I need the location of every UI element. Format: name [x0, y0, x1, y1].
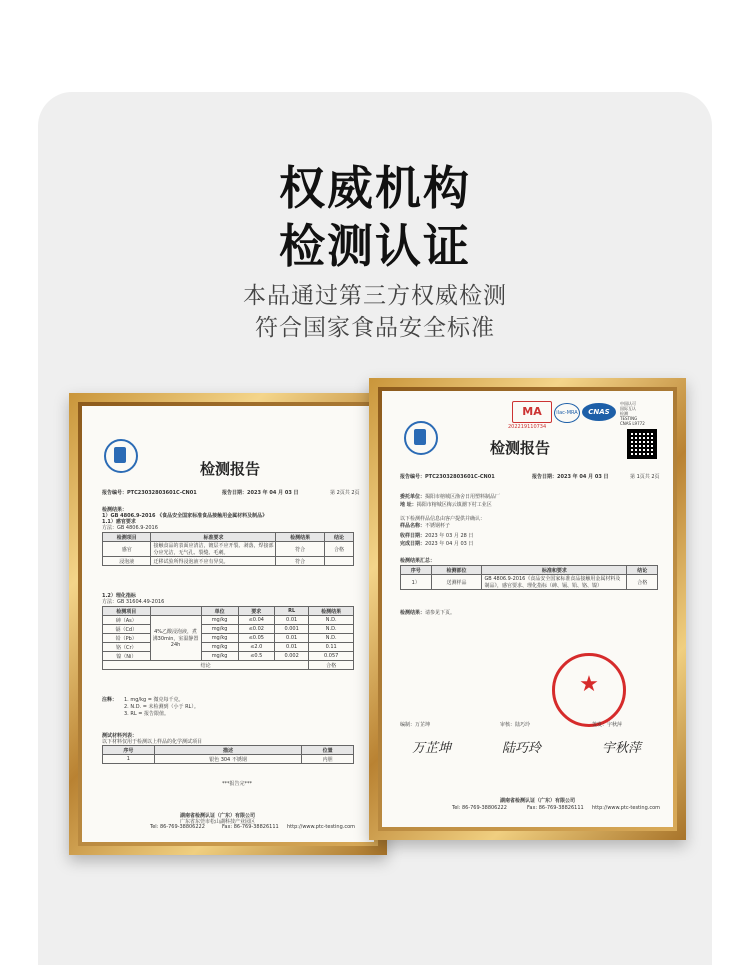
- ilac-badge: ilac-MRA: [554, 403, 580, 423]
- cnas-text-5: CNAS L9772: [620, 421, 645, 426]
- cell: 铅（Pb）: [103, 634, 151, 643]
- cell: 合格: [309, 661, 354, 670]
- date-label: 报告日期：: [532, 474, 558, 480]
- cell: 迁移试验所得浸泡液不应有异臭。: [151, 557, 276, 566]
- footer-fax: Fax: 86-769-38826111: [527, 805, 584, 811]
- cell: mg/kg: [201, 643, 238, 652]
- qr-code-icon: [627, 429, 657, 459]
- report-page-left: [82, 406, 374, 842]
- cma-code: 202219110734: [508, 424, 547, 430]
- footer-company: 湖南省检测认证（广东）有限公司: [500, 798, 576, 804]
- prepared-label: 编制：: [400, 722, 416, 728]
- page-number: 第 1页共 2页: [630, 474, 660, 480]
- cell: 镉（Cd）: [103, 625, 151, 634]
- finished-label: 完成日期：: [400, 541, 426, 547]
- cell: N.D.: [309, 616, 354, 625]
- cell: ≤0.05: [238, 634, 274, 643]
- signature-3: 宇秋萍: [602, 741, 642, 756]
- footer-fax: Fax: 86-769-38826111: [222, 824, 279, 830]
- report-title: 检测报告: [200, 460, 261, 478]
- footer-address: 广东省东莞市松山湖科技产业园区: [180, 819, 256, 825]
- footer-company: 湖南省检测认证（广东）有限公司: [180, 813, 256, 819]
- th: 结论: [324, 533, 353, 542]
- cell: 送测样品: [431, 575, 482, 590]
- th: 检测结果: [276, 533, 324, 542]
- reviewed-by: 陆巧玲: [515, 722, 531, 728]
- table-row: [103, 625, 354, 634]
- th: 序号: [401, 566, 432, 575]
- th: 检测部位: [431, 566, 482, 575]
- star-icon: ★: [579, 672, 599, 697]
- footer-tel: Tel: 86-769-38806222: [452, 805, 507, 811]
- cell: ≤0.5: [238, 652, 274, 661]
- material-label: 测试材料列表：: [102, 733, 138, 739]
- client-label: 委托单位：: [400, 494, 426, 500]
- sample-label: 样品名称：: [400, 523, 426, 529]
- official-seal-stamp: [552, 653, 626, 727]
- cell: 感官: [103, 542, 151, 557]
- cell: N.D.: [309, 634, 354, 643]
- cell: mg/kg: [201, 625, 238, 634]
- cell: 镍（Ni）: [103, 652, 151, 661]
- prepared-by: 万芷坤: [415, 722, 431, 728]
- detail: 请参见下页。: [425, 610, 456, 616]
- received-label: 收样日期：: [400, 533, 426, 539]
- th: 检测项目: [103, 607, 151, 616]
- th: 结论: [627, 566, 658, 575]
- standard-item: 1）GB 4806.9-2016 《食品安全国家标准食品接触用金属材料及制品》: [102, 513, 268, 519]
- date-label: 报告日期：: [222, 490, 248, 496]
- cell: 0.01: [274, 616, 308, 625]
- footer-tel: Tel: 86-769-38806222: [150, 824, 205, 830]
- results-label: 检测结果：: [102, 507, 128, 513]
- cell: 接触食品的表面应清洁，镀层不应开裂、剥落，焊接部分应光洁，无气孔、裂缝、毛刺。: [151, 542, 276, 557]
- th: 位置: [302, 746, 354, 755]
- cell: 合格: [324, 542, 353, 557]
- report-no: PTC23032803601C-CN01: [425, 474, 495, 480]
- heading-line-1: 权威机构: [279, 161, 471, 215]
- th: RL: [274, 607, 308, 616]
- cell: N.D.: [309, 625, 354, 634]
- cnas-text-1: 中国认可: [620, 401, 636, 406]
- cell: 0.057: [309, 652, 354, 661]
- cell: 内胆: [302, 755, 354, 764]
- cell: 0.001: [274, 625, 308, 634]
- th: 单位: [201, 607, 238, 616]
- certificate-frame-left: [69, 393, 387, 855]
- report-no-label: 报告编号：: [400, 474, 426, 480]
- subtitle-line-1: 本品通过第三方权威检测: [243, 283, 507, 309]
- cell: 合格: [627, 575, 658, 590]
- notes-label: 注释：: [102, 697, 118, 703]
- report-date: 2023 年 04 月 03 日: [557, 474, 609, 480]
- cell: mg/kg: [201, 652, 238, 661]
- cnas-text-3: 检测: [620, 411, 628, 416]
- approved-label: 签发：: [592, 722, 608, 728]
- sample: 不锈钢杯子: [425, 523, 451, 529]
- cell: 1）: [401, 575, 432, 590]
- signature-1: 万芷坤: [412, 741, 452, 756]
- chem-title: 1.2）理化指标: [102, 593, 136, 599]
- subtitle-line-2: 符合国家食品安全标准: [255, 315, 495, 341]
- address: 揭阳市榕城区梅云镇潮下村工业区: [416, 502, 492, 508]
- cell: ≤2.0: [238, 643, 274, 652]
- report-title: 检测报告: [490, 439, 551, 457]
- material-desc: 以下材料仅用于检测以上样品的化学测试项目: [102, 739, 203, 745]
- summary-label: 检测结果汇总：: [400, 558, 436, 564]
- ptc-logo-icon: [104, 439, 138, 473]
- footer-web: http://www.ptc-testing.com: [287, 824, 356, 830]
- note-1: 1. mg/kg = 微克每千克。: [124, 697, 184, 703]
- finished: 2023 年 04 月 03 日: [425, 541, 474, 547]
- th: [150, 607, 201, 616]
- cell: 符合: [276, 542, 324, 557]
- signature-2: 陆巧玲: [502, 741, 542, 756]
- certificate-frame-right: [369, 378, 686, 840]
- table-row: [103, 652, 354, 661]
- cell: ≤0.04: [238, 616, 274, 625]
- table-row: [103, 616, 354, 625]
- summary-table: [400, 565, 658, 590]
- cell: 4%乙酸浸泡液，煮沸30min，室温静置24h: [150, 616, 201, 661]
- report-no-label: 报告编号：: [102, 490, 128, 496]
- cell: [324, 557, 353, 566]
- table-row: [103, 755, 354, 764]
- cell: 铬（Cr）: [103, 643, 151, 652]
- cell: ≤0.02: [238, 625, 274, 634]
- cell: 结论: [103, 661, 309, 670]
- method-2: 方法：GB 31604.49-2016: [102, 599, 165, 605]
- cell: mg/kg: [201, 634, 238, 643]
- cell: 0.01: [274, 643, 308, 652]
- cell: 1: [103, 755, 155, 764]
- ptc-logo-icon: [404, 421, 438, 455]
- cell: 0.11: [309, 643, 354, 652]
- method-1: 方法：GB 4806.9-2016: [102, 525, 158, 531]
- client: 揭阳市榕城区渔舍日用塑料制品厂: [425, 494, 501, 500]
- cell: 银色 304 不锈钢: [154, 755, 301, 764]
- footer-web: http://www.ptc-testing.com: [592, 805, 661, 811]
- cell: 浸泡液: [103, 557, 151, 566]
- table-row: [401, 575, 658, 590]
- chem-table: [102, 606, 354, 670]
- sensory-title: 1.1）感官要求: [102, 519, 136, 525]
- received: 2023 年 03 月 28 日: [425, 533, 474, 539]
- table-row: [103, 661, 354, 670]
- th: 描述: [154, 746, 301, 755]
- address-label: 地 址：: [400, 502, 417, 508]
- th: 序号: [103, 746, 155, 755]
- cnas-text-4: TESTING: [620, 416, 638, 421]
- th: 检测项目: [103, 533, 151, 542]
- page-number: 第 2页共 2页: [330, 490, 360, 496]
- th: 要求: [238, 607, 274, 616]
- cell: 符合: [276, 557, 324, 566]
- reviewed-label: 审核：: [500, 722, 516, 728]
- th: 检测结果: [309, 607, 354, 616]
- cell: 0.01: [274, 634, 308, 643]
- report-page-right: [382, 391, 673, 827]
- th: 标准和要求: [482, 566, 627, 575]
- sample-notice: 以下检测样品信息由客户提供并确认：: [400, 516, 486, 522]
- report-date: 2023 年 04 月 03 日: [247, 490, 299, 496]
- report-no: PTC23032803601C-CN01: [127, 490, 197, 496]
- material-table: [102, 745, 354, 764]
- table-row: [103, 643, 354, 652]
- approved-by: 宇秋萍: [607, 722, 623, 728]
- cell: mg/kg: [201, 616, 238, 625]
- note-3: 3. RL = 报告限值。: [124, 711, 169, 717]
- cma-badge: MA: [512, 401, 552, 423]
- table-row: [103, 557, 354, 566]
- detail-label: 检测结果：: [400, 610, 426, 616]
- sensory-table: [102, 532, 354, 566]
- cell: 0.002: [274, 652, 308, 661]
- cell: 砷（As）: [103, 616, 151, 625]
- cnas-text-2: 国际互认: [620, 406, 636, 411]
- note-2: 2. N.D. = 未检测到（小于 RL）。: [124, 704, 199, 710]
- cell: GB 4806.9-2016《食品安全国家标准食品接触用金属材料及制品》，感官要求、理化指标（砷、镉、铅、铬、镍）: [482, 575, 627, 590]
- table-row: [103, 542, 354, 557]
- cnas-badge: CNAS: [582, 403, 616, 421]
- table-row: [103, 634, 354, 643]
- end-of-report: ***报告完***: [222, 781, 253, 787]
- heading-line-2: 检测认证: [279, 219, 471, 273]
- th: 标准要求: [151, 533, 276, 542]
